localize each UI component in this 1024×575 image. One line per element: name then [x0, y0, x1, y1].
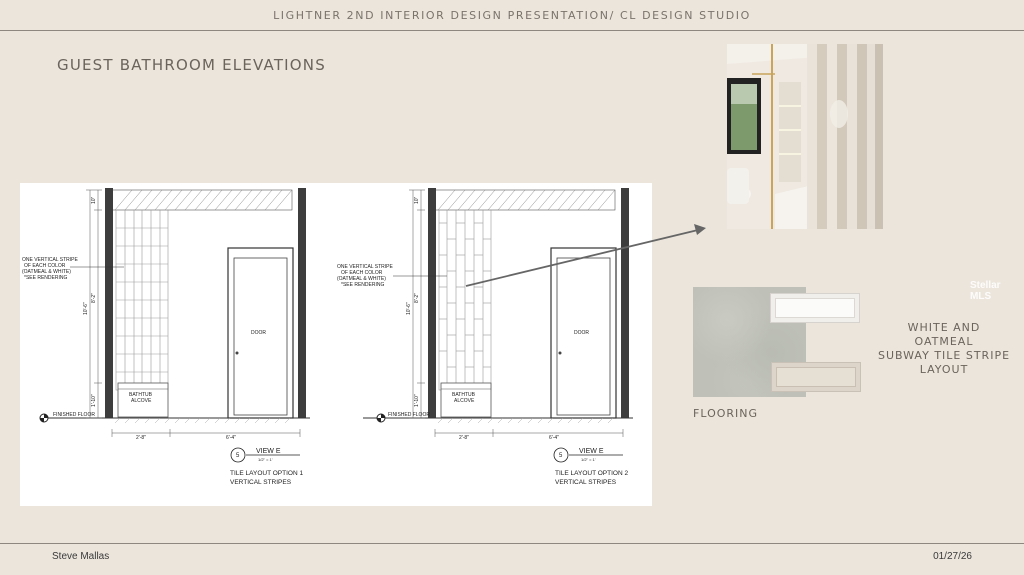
footer-divider: [0, 543, 1024, 544]
door-label: DOOR: [251, 330, 266, 336]
note-line-1: ONE VERTICAL STRIPE: [337, 264, 393, 270]
view-scale: 1/2" = 1': [581, 457, 596, 462]
note-line-1: ONE VERTICAL STRIPE: [22, 257, 78, 263]
footer-date: 01/27/26: [933, 551, 972, 562]
dim-top: 10": [414, 196, 420, 204]
elevation-2: [337, 188, 633, 486]
presentation-header: [0, 0, 1024, 31]
subway-tile-label: [876, 321, 1012, 377]
note-line-3: (OATMEAL & WHITE): [337, 276, 386, 282]
dim-total-height: 10'-6": [406, 302, 412, 315]
caption-line-2: VERTICAL STRIPES: [230, 479, 292, 486]
footer-author: Steve Mallas: [52, 551, 110, 562]
note-line-4: *SEE RENDERING: [341, 282, 385, 288]
bathtub-label-1: BATHTUB: [129, 392, 152, 398]
note-line-2: OF EACH COLOR: [341, 270, 383, 276]
width-dim-1: 2'-8": [136, 435, 146, 441]
subway-label-line-1: WHITE AND OATMEAL: [907, 321, 981, 348]
dim-tile-height: 8'-2": [414, 293, 420, 303]
elevation-drawing: [20, 183, 652, 506]
bathtub-label-2: ALCOVE: [454, 398, 475, 404]
dim-total-height: 10'-6": [83, 302, 89, 315]
caption-line-2: VERTICAL STRIPES: [555, 479, 617, 486]
flooring-label: FLOORING: [693, 407, 759, 420]
elevation-1: [22, 188, 310, 486]
width-dim-2: 6'-4": [226, 435, 236, 441]
bathtub-label-2: ALCOVE: [131, 398, 152, 404]
width-dim-1: 2'-8": [459, 435, 469, 441]
caption-line-1: TILE LAYOUT OPTION 2: [555, 470, 629, 477]
door-label: DOOR: [574, 330, 589, 336]
subway-label-line-3: LAYOUT: [919, 363, 969, 376]
width-dim-2: 6'-4": [549, 435, 559, 441]
watermark: Stellar MLS: [970, 280, 1001, 302]
white-subway-tile-swatch: [770, 293, 860, 323]
bathtub-label-1: BATHTUB: [452, 392, 475, 398]
note-line-3: (OATMEAL & WHITE): [22, 269, 71, 275]
note-line-2: OF EACH COLOR: [24, 263, 66, 269]
page-title: GUEST BATHROOM ELEVATIONS: [57, 56, 326, 74]
dim-tile-height: 8'-2": [91, 293, 97, 303]
dim-top: 10": [91, 196, 97, 204]
view-number: 5: [559, 453, 563, 459]
floor-label: FINISHED FLOOR: [53, 412, 95, 418]
view-title: VIEW E: [256, 448, 281, 455]
note-line-4: *SEE RENDERING: [24, 275, 68, 281]
elevation-drawing-sheet: [20, 183, 652, 506]
oatmeal-subway-tile-swatch: [771, 362, 861, 392]
view-title: VIEW E: [579, 448, 604, 455]
caption-line-1: TILE LAYOUT OPTION 1: [230, 470, 304, 477]
dim-tub-height: 1'-10": [91, 394, 97, 407]
view-number: 5: [236, 453, 240, 459]
subway-label-line-2: SUBWAY TILE STRIPE: [877, 349, 1011, 362]
floor-label: FINISHED FLOOR: [388, 412, 430, 418]
dim-tub-height: 1'-10": [414, 394, 420, 407]
bathroom-rendering-image: [727, 44, 883, 229]
view-scale: 1/2" = 1': [258, 457, 273, 462]
header-title: LIGHTNER 2ND INTERIOR DESIGN PRESENTATION/ CL DESIGN STUDIO: [273, 8, 751, 22]
